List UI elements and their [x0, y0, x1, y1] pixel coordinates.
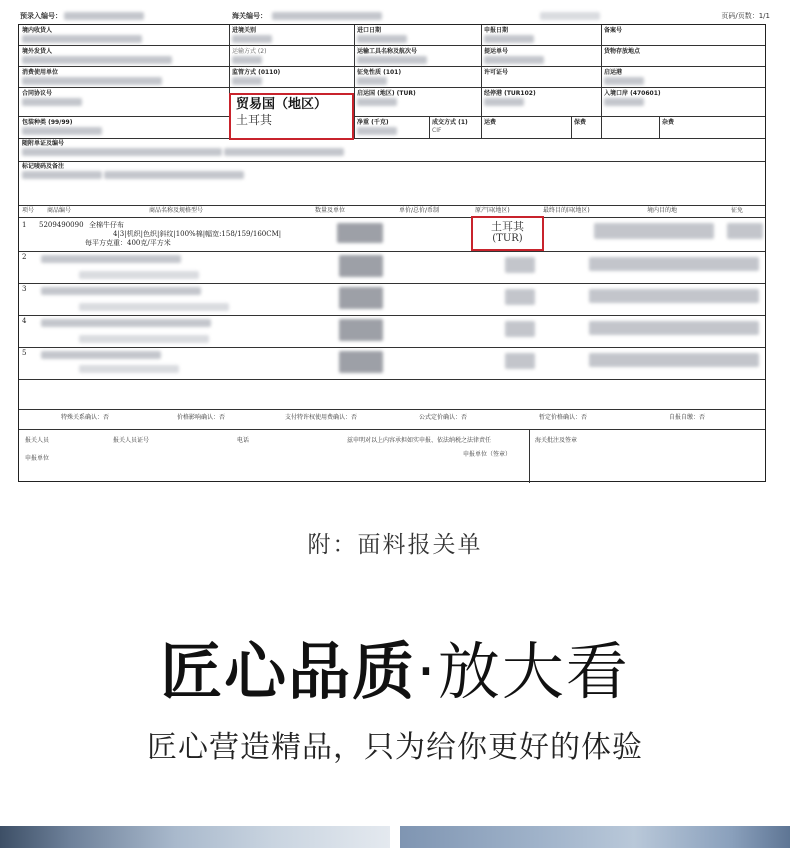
promo-subtitle: 匠心营造精品，只为给你更好的体验	[147, 730, 643, 765]
bill-of-lading-label: 提运单号	[484, 48, 509, 55]
item-header-qty: 数量及单位	[315, 207, 346, 214]
item-header-destination: 最终目的国(地区)	[543, 207, 590, 214]
entry-port-label: 入境口岸 (470601)	[604, 90, 661, 97]
denim-photo-right	[400, 826, 790, 848]
form-header	[20, 9, 770, 23]
royalty-confirm: 支付特许权使用费确认：否	[285, 414, 358, 421]
storage-location-label: 货物存放地点	[604, 48, 641, 55]
net-weight-label: 净重 (千克)	[357, 119, 389, 126]
trade-country-value: 土耳其	[236, 113, 273, 127]
item-header-origin: 原产国(地区)	[475, 207, 510, 214]
slogan-main: 匠心品质	[160, 635, 417, 708]
trade-term-label: 成交方式 (1)	[432, 119, 468, 126]
item-1-no: 1	[22, 221, 27, 229]
consumer-unit-label: 消费使用单位	[22, 69, 59, 76]
self-declare-confirm: 自报自缴：否	[669, 414, 706, 421]
price-influence-confirm: 价格影响确认：否	[177, 414, 226, 421]
departure-country-label: 启运国 (地区) (TUR)	[357, 90, 416, 97]
trade-term-value: CIF	[432, 127, 442, 134]
item-2-no: 2	[22, 253, 27, 261]
pre-entry-label: 预录入编号：	[20, 12, 62, 20]
trade-country-highlight	[229, 93, 354, 140]
item-header-no: 项号	[22, 207, 35, 214]
package-type-label: 包装种类 (99/99)	[22, 119, 73, 126]
item-header-domestic-dest: 境内目的地	[647, 207, 678, 214]
document-caption: 附：面料报关单	[307, 532, 483, 558]
page-count-label: 页码/页数：1/1	[721, 12, 770, 20]
item-header-name: 商品名称及规格型号	[149, 207, 204, 214]
freight-label: 运费	[484, 119, 497, 126]
provisional-price-confirm: 暂定价格确认：否	[539, 414, 588, 421]
domestic-consignee-label: 境内收货人	[22, 27, 53, 34]
transport-mode-label: 运输方式 (2)	[232, 48, 267, 55]
origin-country-value: 土耳其	[491, 220, 524, 233]
slogan-tail: 放大看	[437, 635, 630, 708]
declaring-unit-label: 申报单位	[25, 455, 50, 462]
insurance-label: 保费	[574, 119, 587, 126]
attached-docs-label: 随附单证及编号	[22, 140, 65, 147]
item-1-weight: 每平方克重：400克/平方米	[85, 239, 171, 247]
tax-nature-label: 征免性质 (101)	[357, 69, 402, 76]
item-3-no: 3	[22, 285, 27, 293]
entry-customs-label: 进境关别	[232, 27, 257, 34]
declarant-cert-label: 报关人员证号	[113, 437, 150, 444]
origin-country-highlight	[471, 216, 544, 251]
item-1-name: 全棉牛仔布	[89, 221, 124, 229]
denim-photo-left	[0, 826, 390, 848]
record-no-label: 备案号	[604, 27, 623, 34]
transit-port-label: 经停港 (TUR102)	[484, 90, 536, 97]
declaration-form-grid	[18, 24, 766, 482]
trade-country-label: 贸易国（地区）	[236, 97, 328, 112]
overseas-shipper-label: 境外发货人	[22, 48, 53, 55]
phone-label: 电话	[237, 437, 250, 444]
item-header-exemption: 征免	[731, 207, 744, 214]
misc-fee-label: 杂费	[662, 119, 675, 126]
supervision-mode-label: 监管方式 (0110)	[232, 69, 281, 76]
customs-annotation-label: 海关批注及签章	[535, 437, 578, 444]
declaration-statement: 兹申明对以上内容承担如实申报、依法纳税之法律责任	[347, 437, 492, 444]
promo-slogan	[0, 622, 790, 711]
declaring-unit-seal-label: 申报单位（签章）	[463, 451, 512, 458]
origin-country-code: (TUR)	[492, 233, 523, 244]
vessel-voyage-label: 运输工具名称及航次号	[357, 48, 418, 55]
import-date-label: 进口日期	[357, 27, 382, 34]
slogan-dot: ·	[416, 635, 438, 708]
item-5-no: 5	[22, 349, 27, 357]
license-no-label: 许可证号	[484, 69, 509, 76]
item-1-code: 5209490090	[39, 221, 84, 229]
formula-pricing-confirm: 公式定价确认：否	[419, 414, 468, 421]
item-header-code: 商品编号	[47, 207, 72, 214]
declare-date-label: 申报日期	[484, 27, 509, 34]
item-4-no: 4	[22, 317, 27, 325]
marks-remarks-label: 标记唛码及备注	[22, 163, 65, 170]
contract-no-label: 合同协议号	[22, 90, 53, 97]
special-relation-confirm: 特殊关系确认：否	[61, 414, 110, 421]
customs-no-label: 海关编号：	[232, 12, 267, 20]
item-header-price: 单价/总价/币制	[399, 207, 440, 214]
item-1-spec: 4|3|机织|色织|斜纹|100%棉|幅宽:158/159/160CM|	[113, 230, 282, 238]
departure-port-label: 启运港	[604, 69, 623, 76]
declarant-label: 报关人员	[25, 437, 50, 444]
